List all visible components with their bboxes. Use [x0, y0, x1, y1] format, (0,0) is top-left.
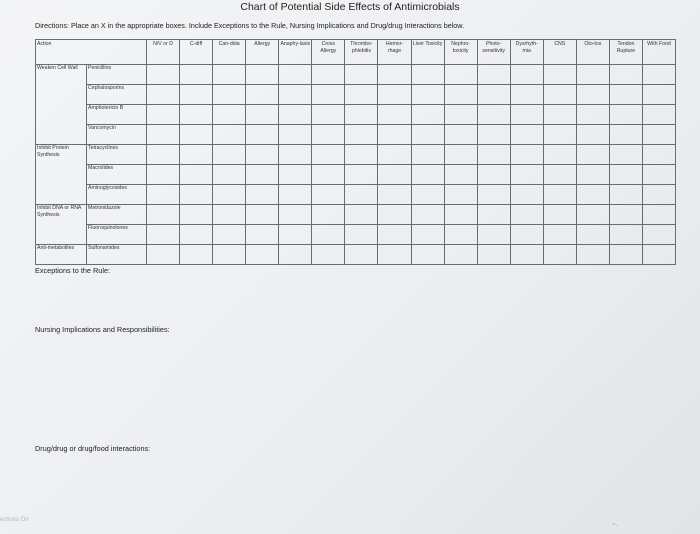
checkbox-cell[interactable] [477, 85, 510, 105]
checkbox-cell[interactable] [411, 65, 444, 85]
checkbox-cell[interactable] [444, 105, 477, 125]
checkbox-cell[interactable] [378, 85, 411, 105]
drug-name: Macrolides [87, 165, 147, 185]
table-row [36, 245, 676, 265]
column-header: Photo-sensitivity [477, 40, 510, 65]
checkbox-cell[interactable] [543, 165, 576, 185]
column-header: Dysrhyth-mia [510, 40, 543, 65]
checkbox-cell[interactable] [345, 65, 378, 85]
column-header: Allergy [246, 40, 279, 65]
checkbox-cell[interactable] [642, 125, 675, 145]
checkbox-cell[interactable] [576, 185, 609, 205]
table-row [36, 225, 676, 245]
checkbox-cell[interactable] [609, 245, 642, 265]
checkbox-cell[interactable] [510, 245, 543, 265]
checkbox-cell[interactable] [477, 165, 510, 185]
column-header: Cross Allergy [312, 40, 345, 65]
checkbox-cell[interactable] [609, 145, 642, 165]
exceptions-label: Exceptions to the Rule: [35, 266, 111, 275]
checkbox-cell[interactable] [345, 145, 378, 165]
checkbox-cell[interactable] [246, 205, 279, 225]
action-group-label: Anti-metabolites [36, 245, 87, 265]
checkbox-cell[interactable] [345, 205, 378, 225]
checkbox-cell[interactable] [576, 145, 609, 165]
column-header: With Food [642, 40, 675, 65]
checkbox-cell[interactable] [180, 245, 213, 265]
checkbox-cell[interactable] [510, 225, 543, 245]
table-row [36, 205, 676, 225]
checkbox-cell[interactable] [147, 185, 180, 205]
checkbox-cell[interactable] [510, 185, 543, 205]
checkbox-cell[interactable] [279, 225, 312, 245]
checkbox-cell[interactable] [477, 205, 510, 225]
checkbox-cell[interactable] [246, 125, 279, 145]
table-row [36, 145, 676, 165]
action-group-label: Weaken Cell Wall [36, 65, 87, 145]
checkbox-cell[interactable] [576, 225, 609, 245]
checkbox-cell[interactable] [147, 165, 180, 185]
checkbox-cell[interactable] [180, 205, 213, 225]
checkbox-cell[interactable] [180, 185, 213, 205]
checkbox-cell[interactable] [312, 205, 345, 225]
drug-name: Aminoglycosides [87, 185, 147, 205]
checkbox-cell[interactable] [609, 165, 642, 185]
checkbox-cell[interactable] [279, 85, 312, 105]
checkbox-cell[interactable] [576, 205, 609, 225]
checkbox-cell[interactable] [510, 125, 543, 145]
checkbox-cell[interactable] [378, 125, 411, 145]
checkbox-cell[interactable] [312, 245, 345, 265]
drug-name: Penicillins [87, 65, 147, 85]
checkbox-cell[interactable] [147, 205, 180, 225]
checkbox-cell[interactable] [510, 65, 543, 85]
column-header: Hemor-rhage [378, 40, 411, 65]
checkbox-cell[interactable] [312, 185, 345, 205]
checkbox-cell[interactable] [576, 165, 609, 185]
column-header: N/V or D [147, 40, 180, 65]
checkbox-cell[interactable] [609, 205, 642, 225]
checkbox-cell[interactable] [345, 225, 378, 245]
checkbox-cell[interactable] [477, 225, 510, 245]
checkbox-cell[interactable] [543, 205, 576, 225]
checkbox-cell[interactable] [147, 225, 180, 245]
checkbox-cell[interactable] [312, 225, 345, 245]
table-row [36, 125, 676, 145]
checkbox-cell[interactable] [444, 65, 477, 85]
checkbox-cell[interactable] [345, 125, 378, 145]
interactions-label: Drug/drug or drug/food interactions: [35, 444, 151, 453]
checkbox-cell[interactable] [444, 85, 477, 105]
checkbox-cell[interactable] [642, 245, 675, 265]
checkbox-cell[interactable] [510, 85, 543, 105]
drug-name: Sulfonamides [87, 245, 147, 265]
checkbox-cell[interactable] [477, 245, 510, 265]
checkbox-cell[interactable] [378, 65, 411, 85]
checkbox-cell[interactable] [609, 105, 642, 125]
checkbox-cell[interactable] [279, 185, 312, 205]
table-row [36, 85, 676, 105]
checkbox-cell[interactable] [411, 145, 444, 165]
column-header: Oto-tox [576, 40, 609, 65]
checkbox-cell[interactable] [147, 65, 180, 85]
checkbox-cell[interactable] [246, 145, 279, 165]
checkbox-cell[interactable] [576, 105, 609, 125]
nursing-implications-label: Nursing Implications and Responsibilities: [35, 325, 170, 334]
checkbox-cell[interactable] [642, 165, 675, 185]
checkbox-cell[interactable] [477, 185, 510, 205]
checkbox-cell[interactable] [444, 125, 477, 145]
checkbox-cell[interactable] [378, 185, 411, 205]
checkbox-cell[interactable] [213, 85, 246, 105]
checkbox-cell[interactable] [642, 205, 675, 225]
column-header: C-diff [180, 40, 213, 65]
checkbox-cell[interactable] [543, 225, 576, 245]
checkbox-cell[interactable] [543, 145, 576, 165]
drug-name: Fluoroquinolones [87, 225, 147, 245]
table-row [36, 165, 676, 185]
checkbox-cell[interactable] [609, 85, 642, 105]
footer-right-mark: ~. [612, 522, 618, 528]
checkbox-cell[interactable] [642, 65, 675, 85]
checkbox-cell[interactable] [543, 65, 576, 85]
checkbox-cell[interactable] [180, 65, 213, 85]
side-effects-chart [35, 39, 676, 265]
column-header: Can-dida [213, 40, 246, 65]
checkbox-cell[interactable] [279, 145, 312, 165]
checkbox-cell[interactable] [543, 245, 576, 265]
checkbox-cell[interactable] [345, 185, 378, 205]
checkbox-cell[interactable] [411, 205, 444, 225]
checkbox-cell[interactable] [378, 105, 411, 125]
checkbox-cell[interactable] [543, 185, 576, 205]
drug-name: Vancomycin [87, 125, 147, 145]
checkbox-cell[interactable] [213, 125, 246, 145]
column-header: Liver Toxicity [411, 40, 444, 65]
column-header: Tendon Rupture [609, 40, 642, 65]
checkbox-cell[interactable] [543, 85, 576, 105]
checkbox-cell[interactable] [576, 125, 609, 145]
checkbox-cell[interactable] [312, 145, 345, 165]
checkbox-cell[interactable] [345, 105, 378, 125]
directions-text: Directions: Place an X in the appropriate boxes. Include Exceptions to the Rule, Nursing Implications and Drug/drug Interactions below. [35, 21, 465, 30]
drug-name: Tetracyclines [87, 145, 147, 165]
checkbox-cell[interactable] [312, 85, 345, 105]
action-group-label: Inhibit DNA or RNA Synthesis [36, 205, 87, 245]
checkbox-cell[interactable] [147, 145, 180, 165]
checkbox-cell[interactable] [444, 145, 477, 165]
checkbox-cell[interactable] [411, 225, 444, 245]
table-row [36, 185, 676, 205]
checkbox-cell[interactable] [246, 245, 279, 265]
checkbox-cell[interactable] [444, 245, 477, 265]
page-title: Chart of Potential Side Effects of Antimicrobials [240, 1, 460, 13]
checkbox-cell[interactable] [147, 85, 180, 105]
checkbox-cell[interactable] [180, 105, 213, 125]
checkbox-cell[interactable] [246, 225, 279, 245]
checkbox-cell[interactable] [180, 85, 213, 105]
checkbox-cell[interactable] [642, 105, 675, 125]
column-header: Thrombo-phlebitis [345, 40, 378, 65]
checkbox-cell[interactable] [378, 205, 411, 225]
checkbox-cell[interactable] [477, 145, 510, 165]
column-header: Nephro-toxicity [444, 40, 477, 65]
checkbox-cell[interactable] [576, 65, 609, 85]
checkbox-cell[interactable] [312, 105, 345, 125]
checkbox-cell[interactable] [510, 145, 543, 165]
checkbox-cell[interactable] [246, 165, 279, 185]
checkbox-cell[interactable] [444, 185, 477, 205]
checkbox-cell[interactable] [411, 105, 444, 125]
checkbox-cell[interactable] [411, 185, 444, 205]
drug-name: Metronidazole [87, 205, 147, 225]
checkbox-cell[interactable] [279, 205, 312, 225]
checkbox-cell[interactable] [345, 245, 378, 265]
checkbox-cell[interactable] [345, 85, 378, 105]
checkbox-cell[interactable] [411, 125, 444, 145]
checkbox-cell[interactable] [213, 105, 246, 125]
checkbox-cell[interactable] [576, 245, 609, 265]
checkbox-cell[interactable] [642, 225, 675, 245]
checkbox-cell[interactable] [477, 65, 510, 85]
checkbox-cell[interactable] [213, 145, 246, 165]
action-group-label: Inhibit Protein Synthesis [36, 145, 87, 205]
footer-left-text: ections On [0, 517, 29, 523]
checkbox-cell[interactable] [246, 85, 279, 105]
column-header: Anaphy-laxis [279, 40, 312, 65]
checkbox-cell[interactable] [180, 225, 213, 245]
checkbox-cell[interactable] [246, 105, 279, 125]
checkbox-cell[interactable] [279, 125, 312, 145]
checkbox-cell[interactable] [477, 105, 510, 125]
checkbox-cell[interactable] [180, 125, 213, 145]
checkbox-cell[interactable] [543, 105, 576, 125]
checkbox-cell[interactable] [378, 165, 411, 185]
header-row [36, 40, 676, 65]
checkbox-cell[interactable] [444, 205, 477, 225]
checkbox-cell[interactable] [246, 65, 279, 85]
checkbox-cell[interactable] [312, 165, 345, 185]
checkbox-cell[interactable] [213, 205, 246, 225]
checkbox-cell[interactable] [411, 245, 444, 265]
checkbox-cell[interactable] [279, 165, 312, 185]
checkbox-cell[interactable] [444, 225, 477, 245]
checkbox-cell[interactable] [543, 125, 576, 145]
checkbox-cell[interactable] [378, 245, 411, 265]
checkbox-cell[interactable] [609, 185, 642, 205]
table-row [36, 105, 676, 125]
checkbox-cell[interactable] [279, 245, 312, 265]
checkbox-cell[interactable] [213, 65, 246, 85]
checkbox-cell[interactable] [345, 165, 378, 185]
checkbox-cell[interactable] [510, 105, 543, 125]
table-row [36, 65, 676, 85]
checkbox-cell[interactable] [147, 245, 180, 265]
checkbox-cell[interactable] [180, 165, 213, 185]
checkbox-cell[interactable] [510, 205, 543, 225]
checkbox-cell[interactable] [609, 125, 642, 145]
checkbox-cell[interactable] [246, 185, 279, 205]
action-header: Action [36, 40, 147, 65]
checkbox-cell[interactable] [279, 105, 312, 125]
checkbox-cell[interactable] [642, 85, 675, 105]
checkbox-cell[interactable] [444, 165, 477, 185]
checkbox-cell[interactable] [180, 145, 213, 165]
checkbox-cell[interactable] [378, 225, 411, 245]
checkbox-cell[interactable] [411, 85, 444, 105]
checkbox-cell[interactable] [642, 145, 675, 165]
drug-name: Cephalosporins [87, 85, 147, 105]
column-header: CNS [543, 40, 576, 65]
checkbox-cell[interactable] [213, 245, 246, 265]
checkbox-cell[interactable] [279, 65, 312, 85]
checkbox-cell[interactable] [642, 185, 675, 205]
checkbox-cell[interactable] [609, 225, 642, 245]
checkbox-cell[interactable] [477, 125, 510, 145]
checkbox-cell[interactable] [576, 85, 609, 105]
checkbox-cell[interactable] [213, 185, 246, 205]
checkbox-cell[interactable] [510, 165, 543, 185]
checkbox-cell[interactable] [213, 165, 246, 185]
checkbox-cell[interactable] [411, 165, 444, 185]
checkbox-cell[interactable] [213, 225, 246, 245]
drug-name: Amphotericin B [87, 105, 147, 125]
checkbox-cell[interactable] [147, 105, 180, 125]
checkbox-cell[interactable] [378, 145, 411, 165]
checkbox-cell[interactable] [312, 125, 345, 145]
checkbox-cell[interactable] [312, 65, 345, 85]
checkbox-cell[interactable] [147, 125, 180, 145]
checkbox-cell[interactable] [609, 65, 642, 85]
